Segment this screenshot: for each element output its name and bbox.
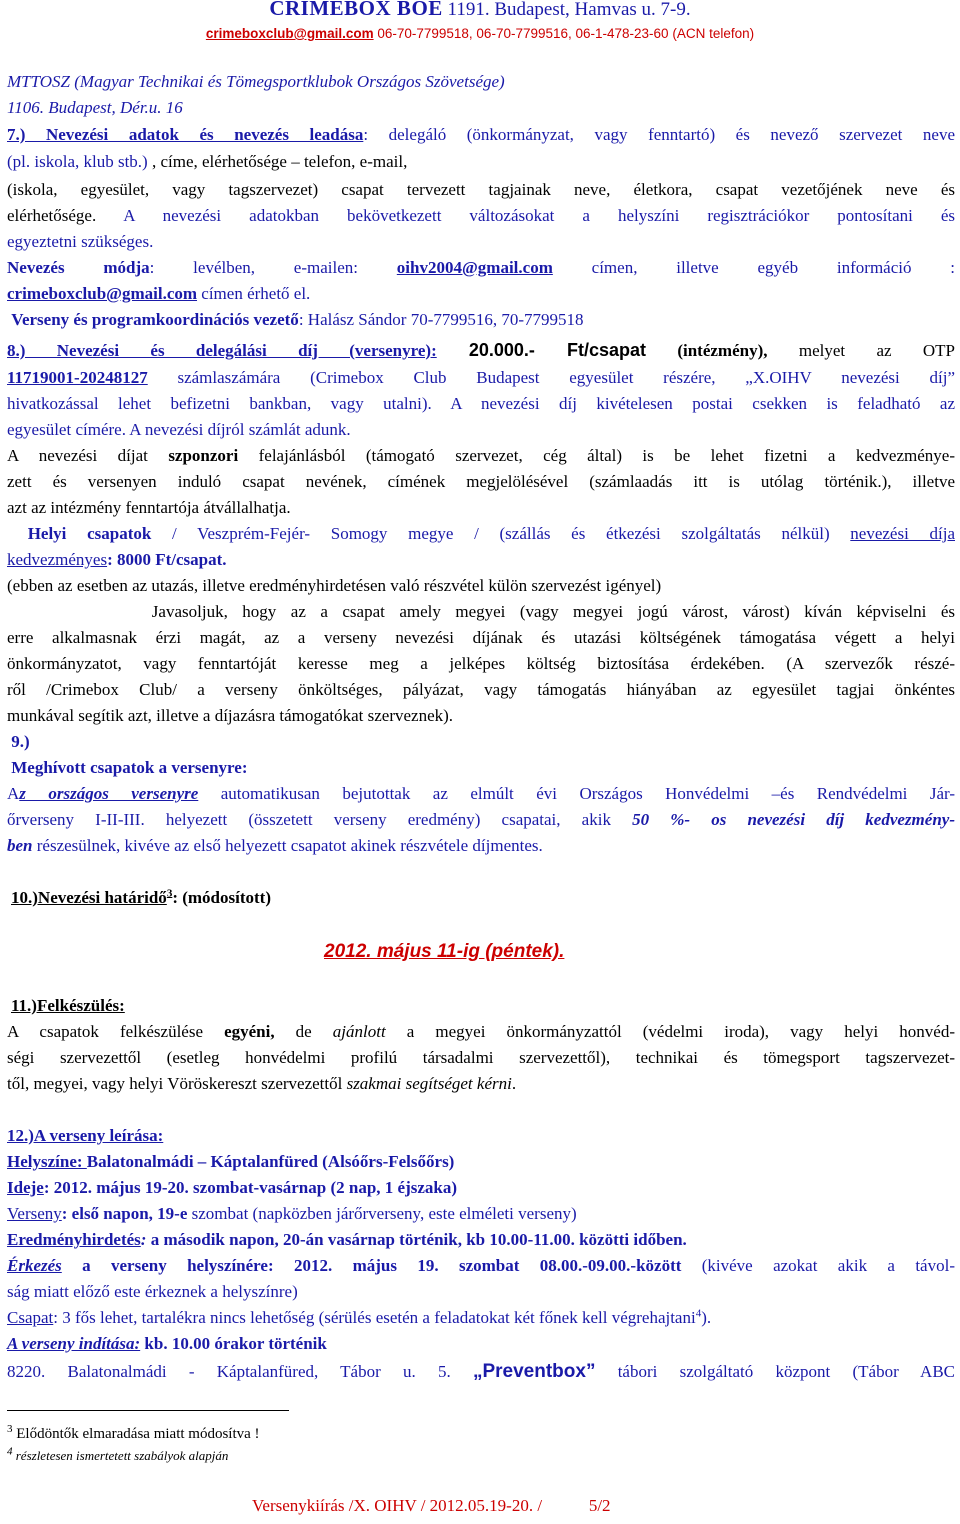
section-11-title: 11.)Felkészülés: <box>11 996 125 1015</box>
recommend-line-3: önkormányzatot, vagy fenntartóját keresse meg a jelképes költség biztosítása érdekében. (A szervezők részé- <box>7 654 955 673</box>
entry-method-label: Nevezés módja <box>7 258 150 277</box>
section-7-line-3: (iskola, egyesület, vagy tagszervezet) csapat tervezett tagjainak neve, életkora, csapat vezetőjének neve és <box>7 180 955 199</box>
footnote-3: $^3$ Elődöntők elmaradása miatt módosítva ! <box>7 1423 260 1442</box>
recommend-line-2: erre alkalmasnak érzi magát, az a verseny nevezési díjának és utazási költségének támogatása végett a helyi <box>7 628 955 647</box>
section-10-heading: 10.)Nevezési határidő$^3$: (módosított) <box>11 887 271 907</box>
coordinator-line: Verseny és programkoordinációs vezető: Halász Sándor 70-7799516, 70-7799518 <box>11 310 584 329</box>
date-line: Ideje: 2012. május 19-20. szombat-vasárnap (2 nap, 1 éjszaka) <box>7 1178 458 1197</box>
preventbox-brand: „Preventbox” <box>472 1361 596 1382</box>
bank-account: 11719001-20248127 <box>7 368 148 387</box>
arrival-line-2: ság miatt előző este érkeznek a helyszínre) <box>7 1282 298 1301</box>
letterhead-phones: 06-70-7799518, 06-70-7799516, 06-1-478-23-60 (ACN telefon) <box>373 26 755 41</box>
start-line: A verseny indítása: kb. 10.00 órakor történik <box>7 1334 327 1353</box>
brand-address: 1191. Budapest, Hamvas u. 7-9. <box>442 0 691 20</box>
letterhead-email-link[interactable]: crimeboxclub@gmail.com <box>205 26 374 41</box>
footnote-divider <box>7 1410 289 1411</box>
page-footer: Versenykiírás /X. OIHV / 2012.05.19-20. / 5/2 <box>252 1496 611 1515</box>
local-teams-fee: kedvezményes: 8000 Ft/csapat. <box>7 550 227 569</box>
section-8-line-1: 8.) Nevezési és delegálási díj (versenyre): 20.000.- Ft/csapat (intézmény), melyet az OTP <box>7 340 956 360</box>
coordinator-label: Verseny és programkoordinációs vezető <box>11 310 299 329</box>
section-9-line-3: ben részesülnek, kivéve az első helyezett csapatot akinek részvétele díjmentes. <box>7 836 543 855</box>
section-11-line-3: től, megyei, vagy helyi Vöröskereszt szervezettől szakmai segítséget kérni. <box>7 1074 517 1093</box>
info-email-link[interactable]: crimeboxclub@gmail.com <box>7 284 198 303</box>
arrival-line-1: Érkezés a verseny helyszínére: 2012. május 19. szombat 08.00.-09.00.-között (kivéve azokat akik a távol- <box>7 1256 955 1275</box>
competition-line: Verseny: első napon, 19-e szombat (napközben járőrverseny, este elméleti verseny) <box>7 1204 577 1223</box>
section-11-line-2: ségi szervezettől (esetleg honvédelmi profilú társadalmi szervezettől), technikai és tömegsport tagszervezet- <box>7 1048 955 1067</box>
section-9-line-1: Az országos versenyre automatikusan bejutottak az elmúlt évi Országos Honvédelmi –és Rendvédelmi Jár- <box>7 784 955 803</box>
section-10-title: 10.)Nevezési határidő <box>11 888 167 907</box>
letterhead-contacts <box>0 26 960 41</box>
section-7-line-4: elérhetősége. A nevezési adatokban bekövetkezett változásokat a helyszíni regisztrációkor pontosítani és <box>7 206 956 225</box>
entry-method-line: Nevezés módja: levélben, e-mailen: oihv2004@gmail.com címen, illetve egyéb információ : <box>7 258 956 277</box>
sponsor-line-3: azt az intézmény fenntartója átvállalhatja. <box>7 498 291 517</box>
section-12-title: 12.)A verseny leírása: <box>7 1126 164 1145</box>
local-teams-note: (ebben az esetben az utazás, illetve eredményhirdetésen való részvétel külön szervezést igényel) <box>7 576 662 595</box>
results-line: Eredményhirdetés: a második napon, 20-án vasárnap történik, kb 10.00-11.00. közötti időben. <box>7 1230 687 1249</box>
section-7-line-5: egyeztetni szükséges. <box>7 232 154 251</box>
section-11-line-1: A csapatok felkészülése egyéni, de ajánlott a megyei önkormányzattól (védelmi iroda), vagy helyi honvéd- <box>7 1022 956 1041</box>
letterhead-title <box>0 0 960 20</box>
sponsor-line-1: A nevezési díjat szponzori felajánlásból (támogató szervezet, cég által) is be lehet fizetni a kedvezménye- <box>7 446 955 465</box>
recommend-line-5: munkával segítik azt, illetve a díjazásra támogatókat szerveznek). <box>7 706 454 725</box>
section-8-line-4: egyesület címére. A nevezési díjról számlát adunk. <box>7 420 351 439</box>
local-teams-label: Helyi csapatok <box>27 524 152 543</box>
venue-line: Helyszíne: Balatonalmádi – Káptalanfüred (Alsóőrs-Felsőőrs) <box>7 1152 455 1171</box>
entry-deadline: 2012. május 11-ig (péntek). <box>324 941 565 962</box>
recommend-line-1: Javasoljuk, hogy az a csapat amely megyei (vagy megyei jogú várost, várost) kíván képviselni és <box>7 602 955 621</box>
section-9-line-2: őrverseny I-II-III. helyezett (összetett verseny eredmény) csapatai, akik 50 %- os nevezési díj kedvezmény- <box>7 810 955 829</box>
section-7-line-1: 7.) Nevezési adatok és nevezés leadása: delegáló (önkormányzat, vagy fenntartó) és nevező szervezet neve <box>7 125 955 144</box>
section-8-title: 8.) Nevezési és delegálási díj (versenyre): <box>7 341 437 360</box>
section-7-title: 7.) Nevezési adatok és nevezés leadása <box>7 125 364 144</box>
entry-email-link[interactable]: oihv2004@gmail.com <box>396 258 553 277</box>
section-8-line-2: 11719001-20248127 számlaszámára (Crimebox Club Budapest egyesület részére, „X.OIHV nevezési díj” <box>7 368 955 387</box>
mttosz-address: 1106. Budapest, Dér.u. 16 <box>7 98 183 117</box>
info-email-line: crimeboxclub@gmail.com címen érhető el. <box>7 284 311 303</box>
section-9-title: Meghívott csapatok a versenyre: <box>7 758 248 777</box>
fee-amount: 20.000.- Ft/csapat <box>436 340 646 360</box>
recommend-line-4: ről /Crimebox Club/ a verseny önköltséges, pályázat, vagy támogatás hiányában az egyesület tagjai önkéntes <box>7 680 955 699</box>
section-8-line-3: hivatkozással lehet befizetni bankban, vagy utalni). A nevezési díj kivételesen postai csekken is feladható az <box>7 394 955 413</box>
mttosz-line: MTTOSZ (Magyar Technikai és Tömegsportklubok Országos Szövetsége) <box>7 72 505 91</box>
address-line: 8220. Balatonalmádi - Káptalanfüred, Tábor u. 5. „Preventbox” tábori szolgáltató központ (Tábor ABC <box>7 1361 955 1382</box>
team-line: Csapat: 3 fős lehet, tartalékra nincs lehetőség (sérülés esetén a feladatokat két főnek kell végrehajtani$^4$). <box>7 1307 712 1327</box>
section-9-number: 9.) <box>7 732 30 751</box>
brand-name: CRIMEBOX BOE <box>269 0 443 20</box>
venue-label: Helyszíne: <box>7 1152 87 1171</box>
footnote-4: $^4$ részletesen ismertetett szabályok alapján <box>7 1445 229 1463</box>
sponsor-line-2: zett és versenyen induló csapat nevének, címének megjelölésével (számlaadás itt is utólag történik.), illetve <box>7 472 955 491</box>
section-7-line-2: (pl. iskola, klub stb.) , címe, elérhetősége – telefon, e-mail, <box>7 152 408 171</box>
local-teams-line: Helyi csapatok / Veszprém-Fejér- Somogy megye / (szállás és étkezési szolgáltatás nélkül) nevezési díja <box>27 524 955 543</box>
